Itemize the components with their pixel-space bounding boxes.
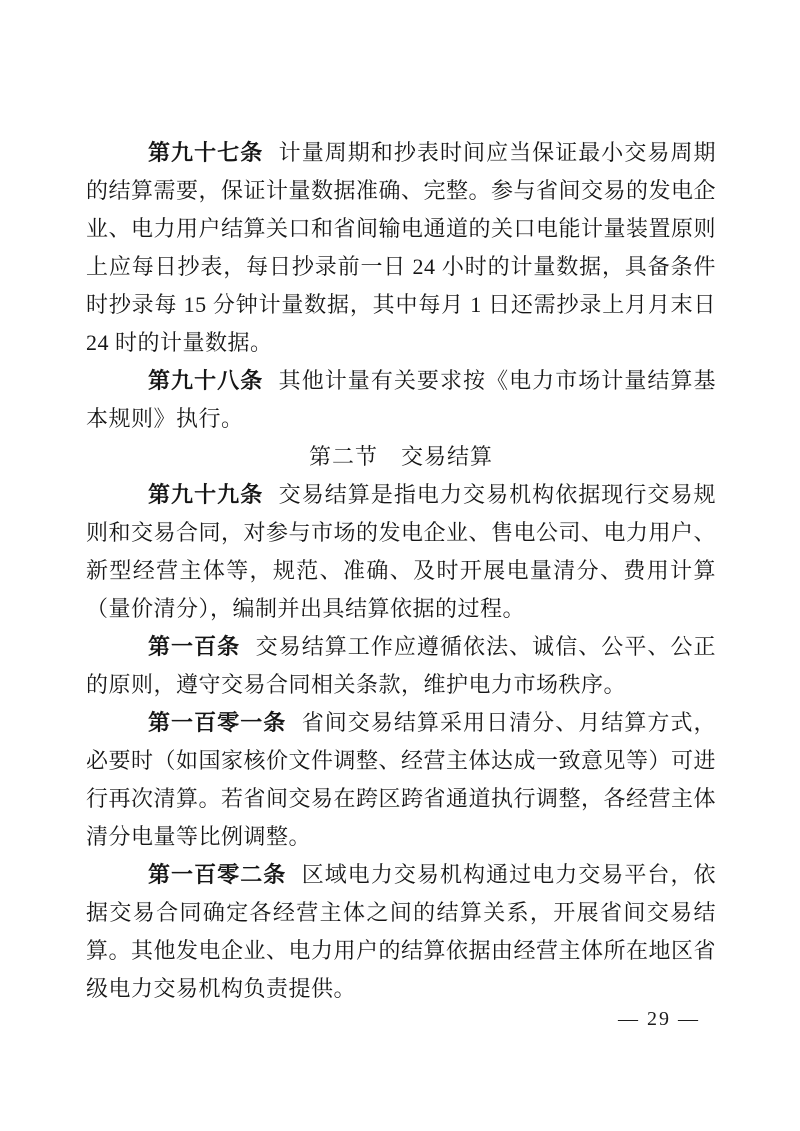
article-text: 区域电力交易机构通过电力交易平台，依据交易合同确定各经营主体之间的结算关系，开展省间交易结算。其他发电企业、电力用户的结算依据由经营主体所在地区省级电力交易机构负责提供。 [86,862,717,1001]
article-number: 第九十九条 [148,482,264,507]
article-paragraph-99 [86,476,716,628]
article-number: 第一百零二条 [148,862,287,887]
section-heading: 第二节 交易结算 [308,444,493,469]
article-number: 第九十七条 [148,140,264,165]
article-paragraph-97 [86,134,716,362]
article-paragraph-100 [86,628,716,704]
article-paragraph-101 [86,704,716,856]
article-number: 第一百条 [148,634,241,659]
document-content [86,134,716,1008]
page-number: — 29 — [618,1008,700,1030]
article-text: 交易结算是指电力交易机构依据现行交易规则和交易合同，对参与市场的发电企业、售电公司、电力用户、新型经营主体等，规范、准确、及时开展电量清分、费用计算（量价清分），编制并出具结算依据的过程。 [86,482,717,621]
article-text: 其他计量有关要求按《电力市场计量结算基本规则》执行。 [86,368,716,431]
article-text: 计量周期和抄表时间应当保证最小交易周期的结算需要，保证计量数据准确、完整。参与省间交易的发电企业、电力用户结算关口和省间输电通道的关口电能计量装置原则上应每日抄表，每日抄录前一日 24 小时的计量数据，具备条件时抄录每 15 分钟计量数据，其中每月 1 日还需抄录上月月末日 24 时的计量数据。 [86,140,717,355]
article-text: 交易结算工作应遵循依法、诚信、公平、公正的原则，遵守交易合同相关条款，维护电力市场秩序。 [86,634,716,697]
article-number: 第九十八条 [148,368,264,393]
article-number: 第一百零一条 [148,710,287,735]
article-paragraph-102 [86,856,716,1008]
article-text: 省间交易结算采用日清分、月结算方式，必要时（如国家核价文件调整、经营主体达成一致意见等）可进行再次清算。若省间交易在跨区跨省通道执行调整，各经营主体清分电量等比例调整。 [86,710,717,849]
article-paragraph-98 [86,362,716,438]
